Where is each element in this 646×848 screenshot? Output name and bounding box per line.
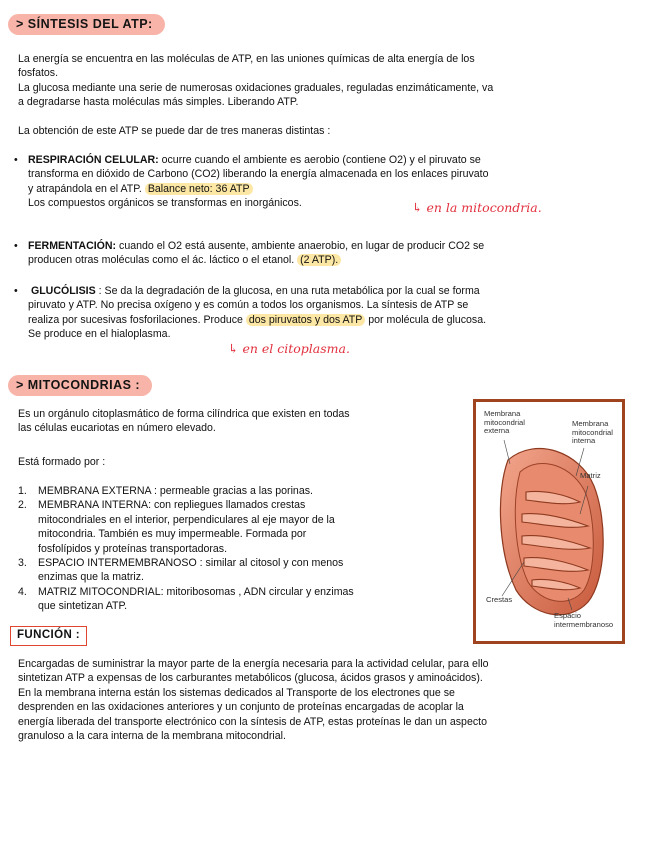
parts-list: [18, 484, 458, 614]
funcion-paragraph: [18, 657, 630, 743]
text-line: MATRIZ MITOCONDRIAL: mitoribosomas , ADN circular y enzimas: [38, 585, 354, 598]
formed-by-label: Está formado por :: [18, 456, 106, 468]
text-line: que sintetizan ATP.: [38, 600, 128, 613]
bullet-dot: •: [14, 240, 18, 252]
text-line: cuando el O2 está ausente, ambiente anaerobio, en lugar de producir CO2 se: [116, 240, 485, 252]
list-item: [18, 556, 458, 585]
ways-intro: La obtención de este ATP se puede dar de tres maneras distintas :: [18, 125, 331, 137]
text-line: piruvato y ATP. No precisa oxígeno y es común a todos los organismos. La síntesis de ATP se: [28, 299, 469, 312]
label-inner-membrane: Membrana mitocondrial interna: [572, 419, 613, 446]
text-line: enzimas que la matriz.: [38, 571, 144, 584]
text-line: La glucosa mediante una serie de numerosas oxidaciones graduales, reguladas enzimáticamente, va: [18, 81, 494, 94]
bullet-glucolisis: [14, 284, 632, 342]
label-crests: Crestas: [486, 595, 513, 604]
label-outer-membrane: Membrana mitocondrial externa: [484, 409, 525, 436]
text-line: : Se da la degradación de la glucosa, en una ruta metabólica por la cual se forma: [95, 285, 480, 297]
term-fermentacion: FERMENTACIÓN:: [28, 240, 117, 252]
funcion-title: FUNCIÓN :: [10, 626, 87, 646]
term-glucolisis: GLUCÓLISIS: [30, 285, 96, 297]
text-line: sintetizan ATP a expensas de los carburantes metabólicos (glucosa, ácidos grasos y aminoácidos).: [18, 672, 483, 685]
text-line: mitocondria. También es muy impermeable. Formada por: [38, 528, 307, 541]
list-number: 1.: [18, 485, 27, 497]
text-line: Se produce en el hialoplasma.: [28, 328, 171, 341]
text-line: fosfolípidos y proteínas transportadoras.: [38, 542, 228, 555]
intro-paragraph: [18, 52, 630, 110]
label-intermembrane-space: Espacio intermembranoso: [554, 611, 614, 629]
text-line: En la membrana interna están los sistemas dedicados al Transporte de los electrones que se: [18, 686, 455, 699]
text-line: energía liberada del transporte electrónico con la síntesis de ATP, estas proteínas le dan un aspecto: [18, 715, 487, 728]
text-line: MEMBRANA EXTERNA : permeable gracias a las porinas.: [38, 485, 313, 497]
label-matrix: Matriz: [580, 471, 601, 480]
text-line: ESPACIO INTERMEMBRANOSO : similar al citosol y con menos: [38, 557, 344, 570]
bullet-dot: •: [14, 154, 18, 166]
text-line: transforma en dióxido de Carbono (CO2) liberando la energía almacenada en los enlaces piruvato: [28, 168, 489, 181]
section-title-sintesis: > SÍNTESIS DEL ATP:: [8, 14, 165, 35]
text-line: Encargadas de suministrar la mayor parte de la energía necesaria para la actividad celular, para ello: [18, 658, 489, 670]
text-line: Los compuestos orgánicos se transformas en inorgánicos.: [28, 197, 302, 210]
text-line: y atrapándola en el ATP.: [28, 182, 142, 195]
term-respiracion: RESPIRACIÓN CELULAR:: [28, 154, 159, 166]
bullet-dot: •: [14, 285, 18, 297]
mito-intro: [18, 407, 458, 436]
mitochondria-figure: [473, 399, 625, 644]
text-line: las células eucariotas en número elevado.: [18, 422, 216, 435]
text-line: ocurre cuando el ambiente es aerobio (contiene O2) y el piruvato se: [158, 154, 481, 166]
text-line: producen otras moléculas como el ác. láctico o el etanol.: [28, 254, 295, 267]
highlight-balance: Balance neto: 36 ATP: [145, 183, 253, 195]
text-line: Es un orgánulo citoplasmático de forma cilíndrica que existen en todas: [18, 408, 350, 420]
text-line: granuloso a la cara interna de la membrana mitocondrial.: [18, 730, 286, 743]
list-item: [18, 585, 458, 614]
highlight-piruvatos: dos piruvatos y dos ATP: [246, 314, 365, 326]
text-line: realiza por sucesivas fosforilaciones. Produce: [28, 313, 243, 326]
text-line: MEMBRANA INTERNA: con repliegues llamados crestas: [38, 499, 306, 512]
text-line: fosfatos.: [18, 67, 59, 80]
bullet-fermentacion: [14, 239, 632, 268]
list-number: 4.: [18, 585, 27, 598]
list-item: [18, 498, 458, 556]
list-item: [18, 484, 458, 498]
text-line: desprenden en las oxidaciones anteriores y un conjunto de proteínas encargadas de acoplar la: [18, 701, 464, 714]
text-line: a degradarse hasta moléculas más simples. Liberando ATP.: [18, 96, 299, 109]
text-line: por molécula de glucosa.: [365, 313, 487, 326]
list-number: 2.: [18, 499, 27, 512]
section-title-mitocondrias: > MITOCONDRIAS :: [8, 375, 152, 396]
handwritten-note-citoplasma: ↳ en el citoplasma.: [228, 341, 350, 356]
text-line: mitocondriales en el interior, perpendiculares al eje mayor de la: [38, 513, 335, 526]
text-line: La energía se encuentra en las moléculas de ATP, en las uniones químicas de alta energía de los: [18, 53, 475, 65]
handwritten-note-mitocondria: ↳ en la mitocondria.: [412, 200, 542, 215]
highlight-2atp: (2 ATP).: [297, 254, 341, 266]
list-number: 3.: [18, 557, 27, 570]
